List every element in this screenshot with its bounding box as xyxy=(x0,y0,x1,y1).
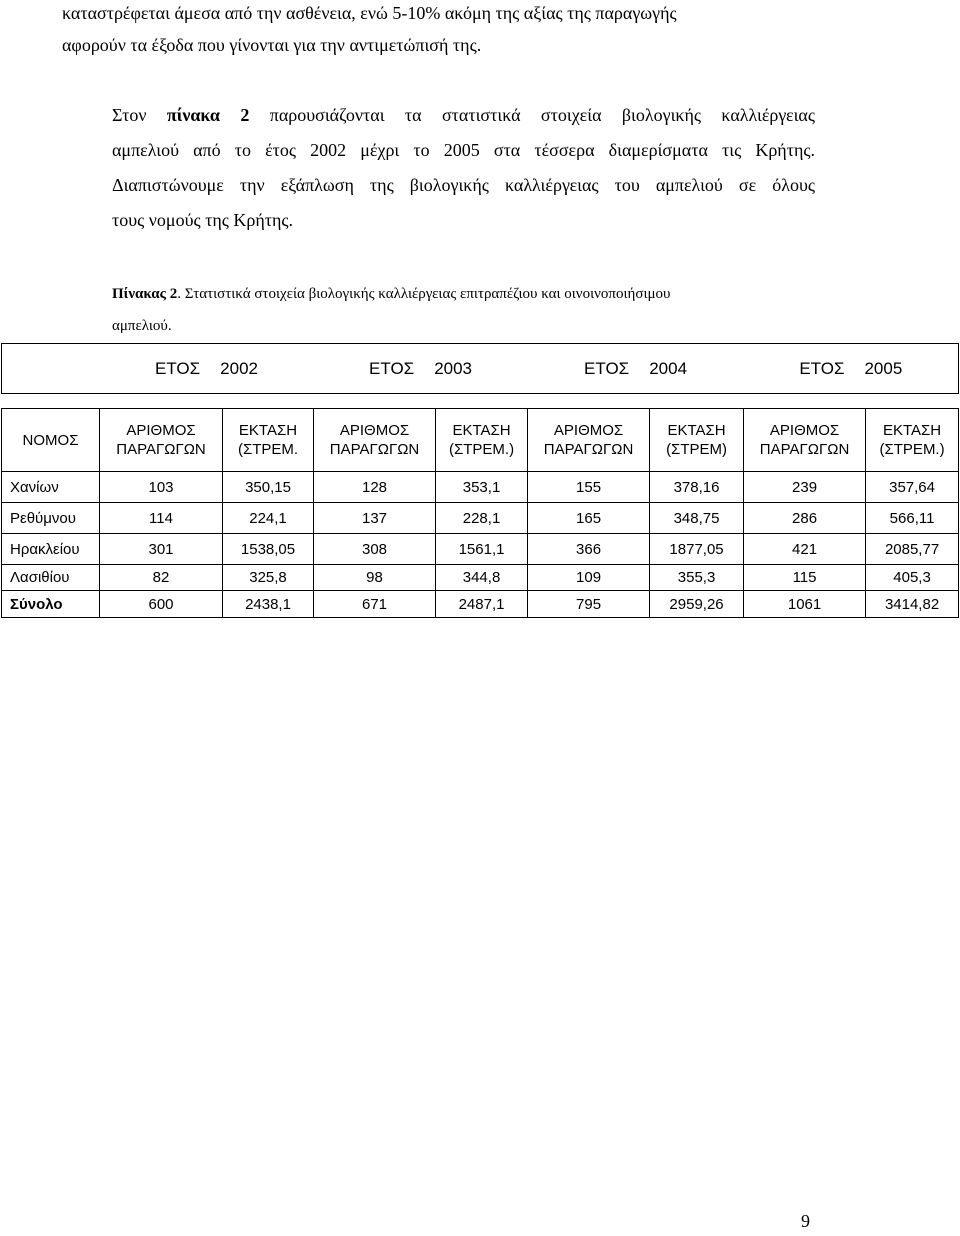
cell: 600 xyxy=(100,591,223,618)
paragraph-bold-ref: πίνακα 2 xyxy=(166,105,250,125)
cell: 239 xyxy=(744,472,866,503)
intro-line-1: καταστρέφεται άμεσα από την ασθένεια, ενώ 5-10% ακόμη της αξίας της παραγωγής xyxy=(62,3,677,23)
spacer-row xyxy=(2,394,959,409)
year-value: 2002 xyxy=(220,358,258,378)
paragraph-line-4: τους νομούς της Κρήτης. xyxy=(112,210,294,230)
year-header-2005 xyxy=(744,344,959,394)
year-value: 2003 xyxy=(434,358,473,378)
paragraph-text: παρουσιάζονται τα στατιστικά στοιχεία βιολογικής καλλιέργειας xyxy=(249,105,815,125)
cell: 378,16 xyxy=(650,472,744,503)
paragraph-line-3: Διαπιστώνουμε την εξάπλωση της βιολογικής καλλιέργειας του αμπελιού σε όλους xyxy=(112,175,815,195)
year-header-2003 xyxy=(314,344,528,394)
cell: 405,3 xyxy=(866,565,959,591)
row-name: Χανίων xyxy=(2,472,100,503)
cell: 348,75 xyxy=(650,503,744,534)
header-area-2004: ΕΚΤΑΣΗ (ΣΤΡΕΜ) xyxy=(650,409,744,472)
year-label: ΕΤΟΣ xyxy=(799,358,845,378)
year-header-2004 xyxy=(528,344,744,394)
cell: 1561,1 xyxy=(436,534,528,565)
row-name: Σύνολο xyxy=(2,591,100,618)
cell: 357,64 xyxy=(866,472,959,503)
cell: 2085,77 xyxy=(866,534,959,565)
year-value: 2004 xyxy=(649,358,688,378)
cell: 286 xyxy=(744,503,866,534)
row-name: Ρεθύμνου xyxy=(2,503,100,534)
table-row xyxy=(2,534,959,565)
table-row xyxy=(2,503,959,534)
header-area-2005: ΕΚΤΑΣΗ (ΣΤΡΕΜ.) xyxy=(866,409,959,472)
cell: 1061 xyxy=(744,591,866,618)
row-name: Ηρακλείου xyxy=(2,534,100,565)
cell: 671 xyxy=(314,591,436,618)
body-paragraph xyxy=(112,98,815,238)
header-producers-2003: ΑΡΙΘΜΟΣ ΠΑΡΑΓΩΓΩΝ xyxy=(314,409,436,472)
cell: 224,1 xyxy=(223,503,314,534)
table-total-row xyxy=(2,591,959,618)
cell: 301 xyxy=(100,534,223,565)
cell: 114 xyxy=(100,503,223,534)
cell: 566,11 xyxy=(866,503,959,534)
row-name: Λασιθίου xyxy=(2,565,100,591)
table-row xyxy=(2,565,959,591)
cell: 155 xyxy=(528,472,650,503)
header-area-2002: ΕΚΤΑΣΗ (ΣΤΡΕΜ. xyxy=(223,409,314,472)
header-producers-2005: ΑΡΙΘΜΟΣ ΠΑΡΑΓΩΓΩΝ xyxy=(744,409,866,472)
cell: 2438,1 xyxy=(223,591,314,618)
year-label: ΕΤΟΣ xyxy=(369,358,415,378)
years-header-row xyxy=(2,344,959,394)
cell: 98 xyxy=(314,565,436,591)
paragraph-line-1 xyxy=(112,98,815,133)
year-label: ΕΤΟΣ xyxy=(155,358,201,378)
cell: 350,15 xyxy=(223,472,314,503)
paragraph-line-2: αμπελιού από το έτος 2002 μέχρι το 2005 στα τέσσερα διαμερίσματα τις Κρήτης. xyxy=(112,140,815,160)
header-nomos: ΝΟΜΟΣ xyxy=(2,409,100,472)
cell: 1877,05 xyxy=(650,534,744,565)
cell: 366 xyxy=(528,534,650,565)
header-producers-2004: ΑΡΙΘΜΟΣ ΠΑΡΑΓΩΓΩΝ xyxy=(528,409,650,472)
cell: 2959,26 xyxy=(650,591,744,618)
cell: 128 xyxy=(314,472,436,503)
cell: 353,1 xyxy=(436,472,528,503)
cell: 2487,1 xyxy=(436,591,528,618)
table-caption xyxy=(112,278,812,342)
cell: 308 xyxy=(314,534,436,565)
table-row xyxy=(2,472,959,503)
caption-line-1 xyxy=(112,278,812,310)
caption-text: . Στατιστικά στοιχεία βιολογικής καλλιέργειας επιτραπέζιου και οινοινοποιήσιμου xyxy=(177,286,671,302)
cell: 421 xyxy=(744,534,866,565)
paragraph-text: Στον xyxy=(112,105,167,125)
cell: 82 xyxy=(100,565,223,591)
cell: 355,3 xyxy=(650,565,744,591)
caption-label: Πίνακας 2 xyxy=(112,286,178,302)
page-number: 9 xyxy=(801,1211,810,1231)
cell: 795 xyxy=(528,591,650,618)
header-producers-2002: ΑΡΙΘΜΟΣ ΠΑΡΑΓΩΓΩΝ xyxy=(100,409,223,472)
cell: 103 xyxy=(100,472,223,503)
cell: 1538,05 xyxy=(223,534,314,565)
year-value: 2005 xyxy=(864,358,903,378)
intro-line-2: αφορούν τα έξοδα που γίνονται για την αντιμετώπισή της. xyxy=(62,35,482,55)
cell: 115 xyxy=(744,565,866,591)
caption-line-2: αμπελιού. xyxy=(112,318,172,334)
header-area-2003: ΕΚΤΑΣΗ (ΣΤΡΕΜ.) xyxy=(436,409,528,472)
statistics-table xyxy=(1,343,959,618)
cell: 165 xyxy=(528,503,650,534)
year-header-2002 xyxy=(100,344,314,394)
year-label: ΕΤΟΣ xyxy=(584,358,630,378)
cell: 228,1 xyxy=(436,503,528,534)
cell: 3414,82 xyxy=(866,591,959,618)
cell: 137 xyxy=(314,503,436,534)
cell: 344,8 xyxy=(436,565,528,591)
cell: 325,8 xyxy=(223,565,314,591)
cell: 109 xyxy=(528,565,650,591)
column-header-row xyxy=(2,409,959,472)
header-blank-cell xyxy=(2,344,100,394)
